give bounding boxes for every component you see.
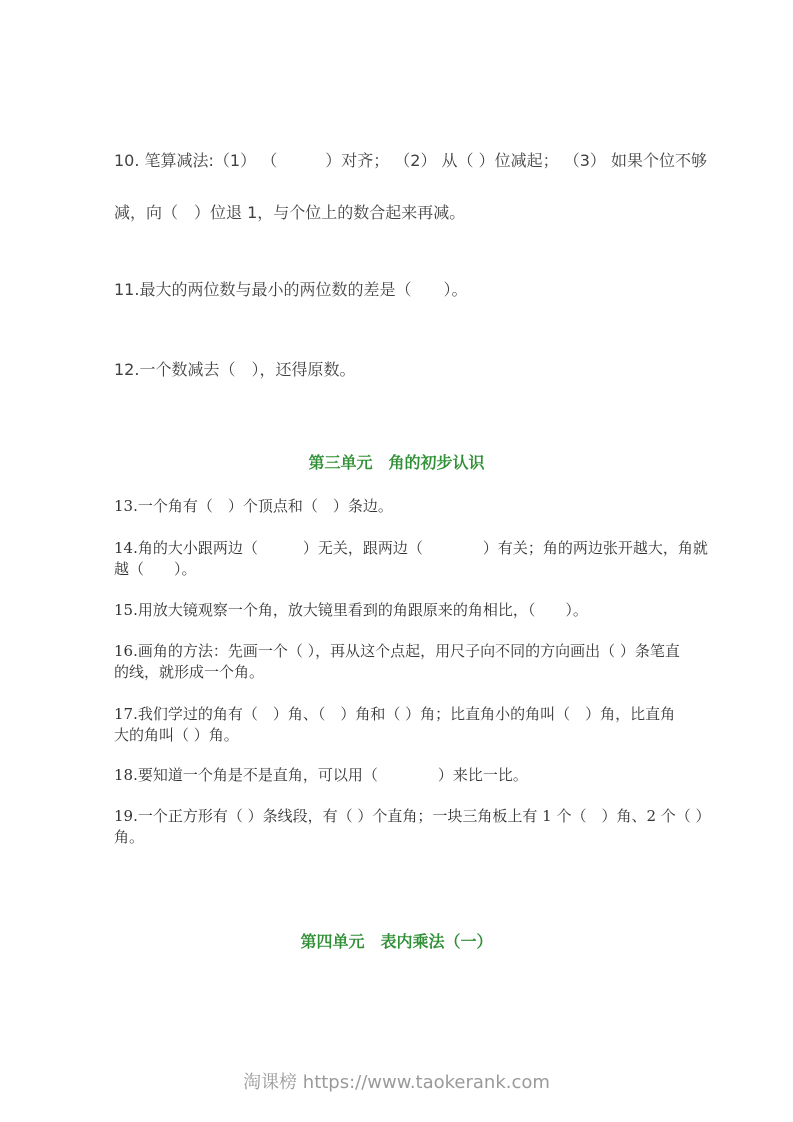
worksheet-item-10-line-1: 10. 笔算减法:（1） （ ）对齐； （2） 从（ ）位减起； （3） 如果个位不够 (114, 151, 707, 170)
worksheet-item-19-line-1: 19.一个正方形有（ ）条线段，有（ ）个直角；一块三角板上有 1 个（ ）角、2 个（ ） (114, 807, 711, 825)
unit4-section-title: 第四单元 表内乘法（一） (300, 932, 493, 951)
footer-watermark: 淘课榜 https://www.taokerank.com (243, 1072, 550, 1093)
worksheet-item-13: 13.一个角有（ ）个顶点和（ ）条边。 (114, 497, 393, 515)
worksheet-item-12: 12.一个数减去（ ），还得原数。 (114, 360, 356, 379)
worksheet-item-17-line-1: 17.我们学过的角有（ ）角、（ ）角和（ ）角；比直角小的角叫（ ）角，比直角 (114, 705, 676, 723)
worksheet-item-17-line-2: 大的角叫（ ）角。 (114, 726, 239, 744)
worksheet-item-18: 18.要知道一个角是不是直角，可以用（ ）来比一比。 (114, 766, 528, 784)
worksheet-item-14-line-2: 越（ ）。 (114, 560, 197, 578)
unit3-section-title: 第三单元 角的初步认识 (308, 453, 485, 472)
worksheet-item-16-line-1: 16.画角的方法：先画一个（ ），再从这个点起，用尺子向不同的方向画出（ ）条笔直 (114, 642, 680, 660)
worksheet-item-19-line-2: 角。 (114, 828, 145, 846)
worksheet-item-14-line-1: 14.角的大小跟两边（ ）无关，跟两边（ ）有关；角的两边张开越大，角就 (114, 539, 708, 557)
worksheet-item-10-line-2: 减，向（ ）位退 1，与个位上的数合起来再减。 (114, 203, 466, 222)
worksheet-item-11: 11.最大的两位数与最小的两位数的差是（ ）。 (114, 280, 468, 299)
worksheet-item-16-line-2: 的线，就形成一个角。 (114, 663, 265, 681)
worksheet-item-15: 15.用放大镜观察一个角，放大镜里看到的角跟原来的角相比，（ ）。 (114, 601, 588, 619)
